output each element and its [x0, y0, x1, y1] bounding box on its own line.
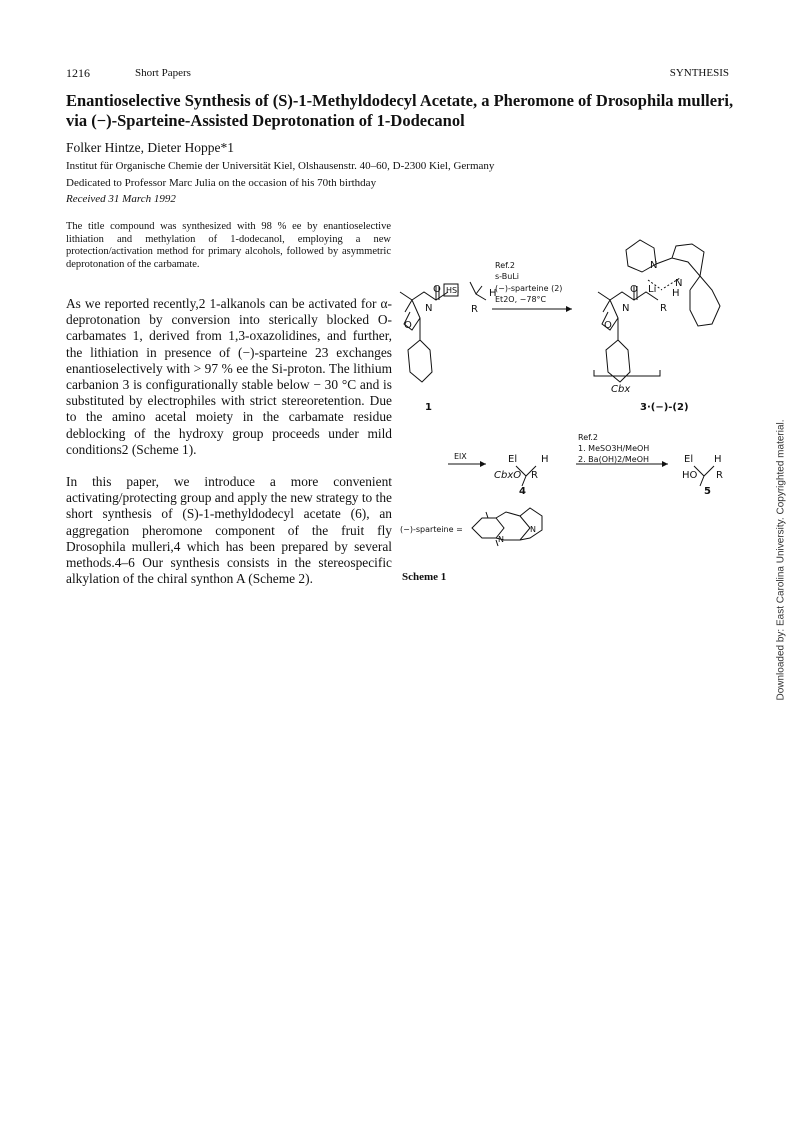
- journal-name: SYNTHESIS: [669, 67, 729, 79]
- sparteine-label: (−)-sparteine =: [400, 525, 463, 534]
- sparteine-n2: N: [498, 535, 504, 544]
- arrow-1-base: s-BuLi: [495, 272, 520, 281]
- scheme-label-h4: H: [541, 454, 549, 465]
- scheme-label-r5: R: [716, 470, 723, 481]
- download-note: Downloaded by: East Carolina University. Copyrighted material.: [775, 419, 787, 701]
- scheme-label-n3: N: [675, 278, 683, 289]
- scheme-label-n4: N: [622, 303, 630, 314]
- scheme-label-h1: H: [489, 288, 497, 299]
- received-date: Received 31 March 1992: [66, 193, 176, 205]
- compound-4-label: 4: [519, 486, 526, 497]
- scheme-label-el5: El: [684, 454, 694, 465]
- dedication: Dedicated to Professor Marc Julia on the occasion of his 70th birthday: [66, 177, 377, 189]
- scheme-label-r1: R: [471, 304, 478, 315]
- scheme-label-cbx: Cbx: [611, 384, 631, 395]
- arrow-3-head: [662, 461, 668, 467]
- body-paragraph-1: As we reported recently,2 1-alkanols can be activated for α-deprotonation by conversion into sterically blocked O-carbamates 1, derived from 1,3-oxazolidines, and further, the lithiation in presence of (−)-sparteine 23 exchanges enantioselectively with > 97 % ee the Si-proton. The lithium carbanion 3 is configurationally stable below − 30 °C and is substituted by electrophiles with strict stereoretention. Due to the amino acetal moiety in the carbamate residue deblocking of the hydroxy group proceeds under mild conditions2 (Scheme 1).: [66, 296, 392, 457]
- compound-1-structure: [400, 282, 486, 382]
- sparteine-n1: N: [530, 525, 536, 534]
- compound-1-label: 1: [425, 402, 432, 413]
- scheme-label-n1: N: [425, 303, 433, 314]
- arrow-1-ref: Ref.2: [495, 261, 515, 270]
- abstract: The title compound was synthesized with 98 % ee by enantioselective lithiation and methylation of 1-dodecanol, employing a new protection/activation method for primary alcohols, followed by asymmetric deprotonation of the carbamate.: [66, 221, 391, 270]
- arrow-1-head: [566, 306, 572, 312]
- arrow-3-step-2: 2. Ba(OH)2/MeOH: [578, 455, 650, 464]
- arrow-3-step-1: 1. MeSO3H/MeOH: [578, 444, 650, 453]
- scheme-label-el4: El: [508, 454, 518, 465]
- body-paragraph-2: In this paper, we introduce a more convenient activating/protecting group and apply the new strategy to the short synthesis of (S)-1-methyldodecyl acetate (6), an aggregation pheromone component of the fruit fly Drosophila mulleri,4 which has been prepared by several methods.4–6 Our synthesis consists in the stereospecific alkylation of the chiral synthon A (Scheme 2).: [66, 474, 392, 587]
- scheme-label-hsi: HSi: [446, 286, 460, 295]
- scheme-label-r3: R: [660, 303, 667, 314]
- arrow-3-ref: Ref.2: [578, 433, 598, 442]
- arrow-2-head: [480, 461, 486, 467]
- scheme-label-r4: R: [531, 470, 538, 481]
- arrow-1-solvent: Et2O, −78°C: [495, 295, 547, 304]
- download-watermark: [771, 330, 791, 790]
- scheme-label-ho: HO: [682, 470, 698, 481]
- authors: Folker Hintze, Dieter Hoppe*1: [66, 140, 234, 155]
- scheme-label-h5: H: [714, 454, 722, 465]
- arrow-2-reagent: ElX: [454, 452, 467, 461]
- scheme-caption: Scheme 1: [402, 571, 447, 583]
- paper-title: Enantioselective Synthesis of (S)-1-Methyldodecyl Acetate, a Pheromone of Drosophila mulleri, via (−)-Sparteine-Assisted Deprotonation of 1-Dodecanol: [66, 91, 734, 130]
- scheme-label-o3: O: [630, 284, 638, 295]
- compound-5-label: 5: [704, 486, 711, 497]
- scheme-label-h3: H: [672, 288, 680, 299]
- page-number: 1216: [66, 66, 90, 80]
- arrow-1-ligand: (−)-sparteine (2): [495, 284, 563, 293]
- scheme-label-o4: O: [604, 320, 612, 331]
- compound-3-label: 3·(−)-(2): [640, 402, 689, 413]
- scheme-label-cbxo: CbxO: [494, 470, 522, 481]
- section-label: Short Papers: [135, 67, 191, 79]
- scheme-label-n2: N: [650, 260, 658, 271]
- affiliation: Institut für Organische Chemie der Universität Kiel, Olshausenstr. 40–60, D-2300 Kiel, Germany: [66, 160, 495, 172]
- scheme-label-o1: O: [433, 284, 441, 295]
- scheme-label-li: Li: [648, 284, 657, 295]
- scheme-label-o2: O: [404, 320, 412, 331]
